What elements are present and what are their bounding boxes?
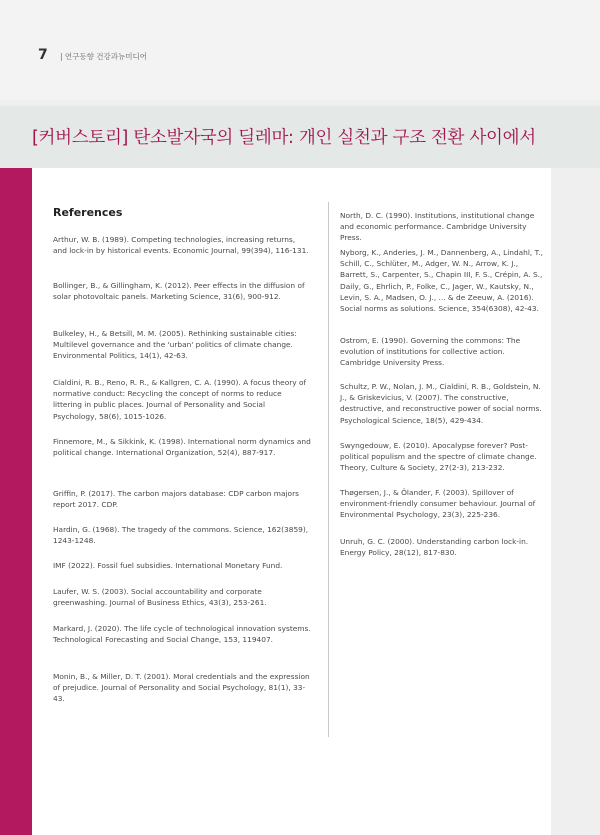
accent-bar (0, 168, 32, 835)
reference-item: Thøgersen, J., & Ölander, F. (2003). Spillover of environment-friendly consumer behaviour. Journal of Environmental Psychology, 23(3), 225-236. (340, 488, 536, 520)
reference-item: Bulkeley, H., & Betsill, M. M. (2005). Rethinking sustainable cities: Multilevel governance and the 'urban' politics of climate change. Environmental Politics, 14(1), 42-63. (53, 329, 297, 361)
reference-item: IMF (2022). Fossil fuel subsidies. International Monetary Fund. (53, 561, 283, 570)
reference-item: Nyborg, K., Anderies, J. M., Dannenberg, A., Lindahl, T., Schill, C., Schlüter, M., Adger, W. N., Arrow, K. J., Barrett, S., Carpenter, S., Chapin III, F. S., Crépin, A. S., Daily, G., Ehrlich, P., Folke, C., Jager, W., Kautsky, N., Levin, S. A., Madsen, O. J., ... & de Zeeuw, A. (2016). Social norms as solutions. Science, 354(6308), 42-43. (340, 248, 543, 314)
reference-item: Schultz, P. W., Nolan, J. M., Cialdini, R. B., Goldstein, N. J., & Griskevicius, V. (2007). The constructive, destructive, and reconstructive power of social norms. Psychological Science, 18(5), 429-434. (340, 382, 542, 425)
reference-item: North, D. C. (1990). Institutions, institutional change and economic performance. Cambridge University Press. (340, 211, 535, 243)
article-title: [커버스토리] 탄소발자국의 딜레마: 개인 실천과 구조 전환 사이에서 (32, 128, 536, 148)
page-header (0, 0, 600, 100)
references-card (32, 168, 551, 835)
section-name: | 연구동향 건강과뉴미디어 (60, 52, 147, 61)
reference-item: Bollinger, B., & Gillingham, K. (2012). Peer effects in the diffusion of solar photovoltaic panels. Marketing Science, 31(6), 900-912. (53, 281, 305, 302)
reference-item: Laufer, W. S. (2003). Social accountability and corporate greenwashing. Journal of Business Ethics, 43(3), 253-261. (53, 587, 267, 608)
reference-item: Markard, J. (2020). The life cycle of technological innovation systems. Technological Forecasting and Social Change, 153, 119407. (53, 624, 311, 645)
reference-item: Griffin, P. (2017). The carbon majors database: CDP carbon majors report 2017. CDP. (53, 489, 299, 510)
reference-item: Ostrom, E. (1990). Governing the commons: The evolution of institutions for collective action. Cambridge University Press. (340, 336, 521, 368)
reference-item: Cialdini, R. B., Reno, R. R., & Kallgren, C. A. (1990). A focus theory of normative conduct: Recycling the concept of norms to reduce littering in public places. Journal of Personality and Social Psychology, 58(6), 1015-1026. (53, 378, 307, 421)
page-number: 7 (38, 47, 48, 63)
reference-item: Hardin, G. (1968). The tragedy of the commons. Science, 162(3859), 1243-1248. (53, 525, 309, 546)
reference-item: Swyngedouw, E. (2010). Apocalypse forever? Post-political populism and the spectre of climate change. Theory, Culture & Society, 27(2-3), 213-232. (340, 441, 537, 473)
reference-item: Unruh, G. C. (2000). Understanding carbon lock-in. Energy Policy, 28(12), 817-830. (340, 537, 529, 558)
reference-item: Arthur, W. B. (1989). Competing technologies, increasing returns, and lock-in by historical events. Economic Journal, 99(394), 116-131. (53, 235, 309, 256)
references-heading: References (53, 206, 123, 219)
reference-item: Finnemore, M., & Sikkink, K. (1998). International norm dynamics and political change. International Organization, 52(4), 887-917. (53, 437, 311, 458)
reference-item: Monin, B., & Miller, D. T. (2001). Moral credentials and the expression of prejudice. Journal of Personality and Social Psychology, 81(1), 33-43. (53, 672, 310, 704)
column-divider (328, 202, 329, 737)
